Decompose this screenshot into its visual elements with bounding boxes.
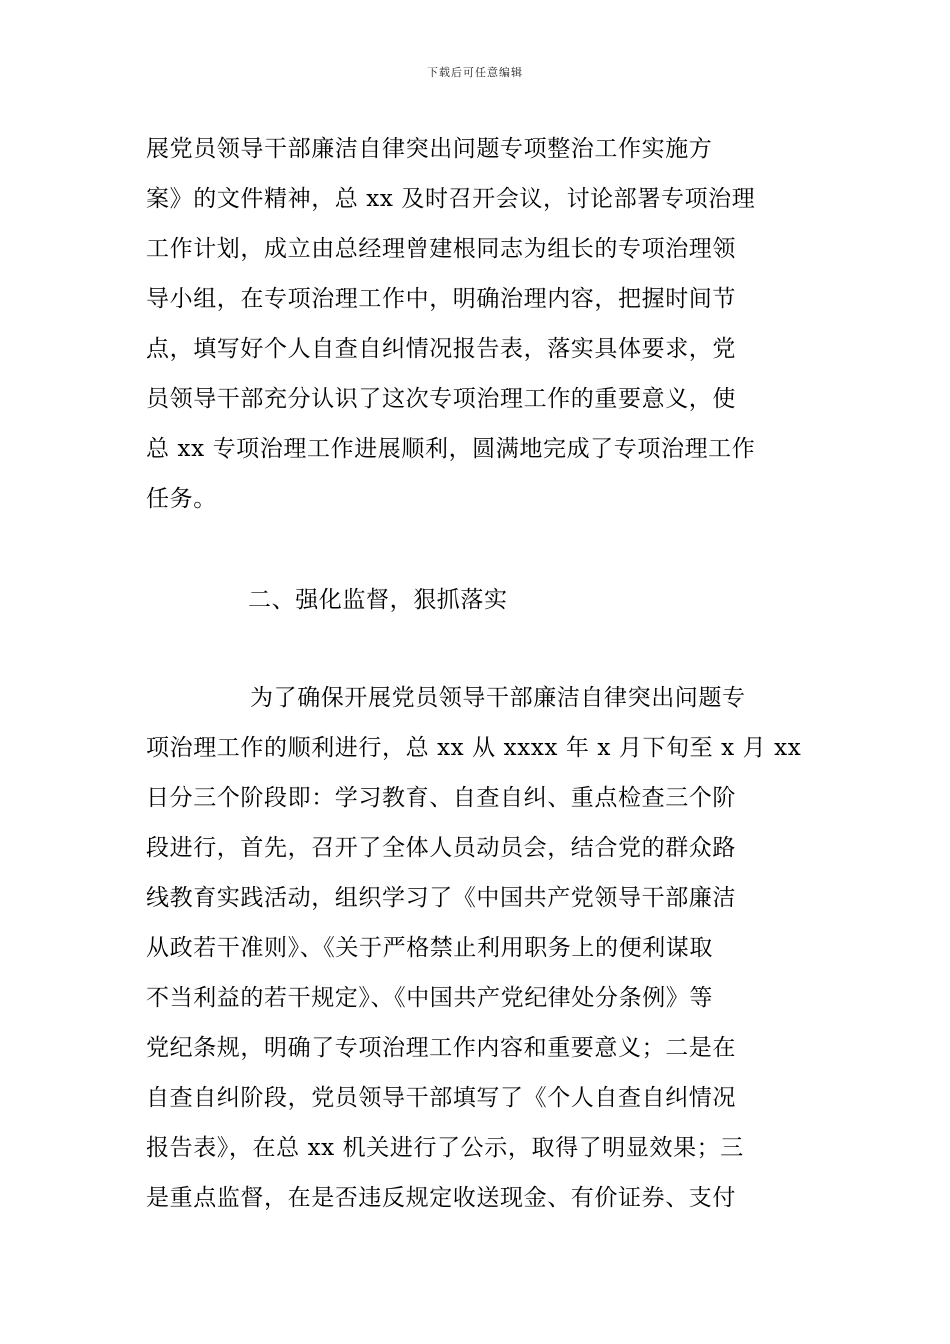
paragraph-line: 段进行，首先，召开了全体人员动员会，结合党的群众路 — [146, 835, 736, 861]
paragraph-line: 党纪条规，明确了专项治理工作内容和重要意义；二是在 — [146, 1035, 736, 1061]
paragraph-line: 从政若干准则》、《关于严格禁止利用职务上的便利谋取 — [146, 935, 713, 961]
paragraph-line: 员领导干部充分认识了这次专项治理工作的重要意义，使 — [146, 386, 736, 412]
paragraph-line: 任务。 — [146, 486, 217, 512]
paragraph-line: 点，填写好个人自查自纠情况报告表，落实具体要求，党 — [146, 336, 736, 362]
paragraph-line: 为了确保开展党员领导干部廉洁自律突出问题专 — [250, 685, 746, 711]
paragraph-line: 总 xx 专项治理工作进展顺利，圆满地完成了专项治理工作 — [146, 436, 756, 462]
paragraph-line: 工作计划，成立由总经理曾建根同志为组长的专项治理领 — [146, 236, 736, 262]
paragraph-line: 自查自纠阶段，党员领导干部填写了《个人自查自纠情况 — [146, 1085, 736, 1111]
paragraph-line: 日分三个阶段即：学习教育、自查自纠、重点检查三个阶 — [146, 785, 736, 811]
paragraph-line: 是重点监督，在是否违反规定收送现金、有价证券、支付 — [146, 1185, 736, 1211]
paragraph-line: 导小组，在专项治理工作中，明确治理内容，把握时间节 — [146, 286, 736, 312]
paragraph-line: 不当利益的若干规定》、《中国共产党纪律处分条例》等 — [146, 985, 713, 1011]
paragraph-line: 展党员领导干部廉洁自律突出问题专项整治工作实施方 — [146, 136, 713, 162]
paragraph-line: 项治理工作的顺利进行，总 xx 从 xxxx 年 x 月下旬至 x 月 xx — [146, 735, 802, 761]
paragraph-line: 案》的文件精神，总 xx 及时召开会议，讨论部署专项治理 — [146, 186, 756, 212]
page-header: 下载后可任意编辑 — [427, 66, 523, 79]
paragraph-line: 线教育实践活动，组织学习了《中国共产党领导干部廉洁 — [146, 885, 736, 911]
paragraph-line: 报告表》，在总 xx 机关进行了公示，取得了明显效果；三 — [146, 1135, 744, 1161]
section-heading: 二、强化监督，狠抓落实 — [248, 587, 508, 613]
